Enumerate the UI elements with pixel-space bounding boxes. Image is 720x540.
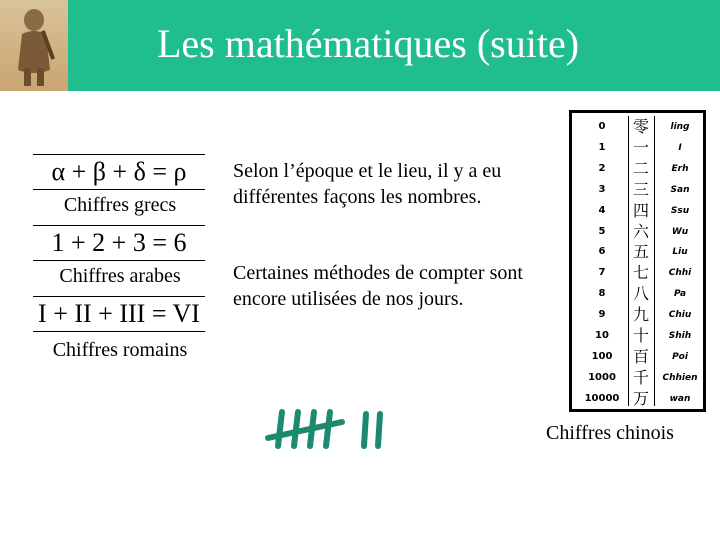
chinese-table-row [576, 389, 699, 409]
chinese-character: 八 [632, 284, 649, 304]
arabic-number: 1000 [588, 371, 616, 383]
chinese-character: 三 [632, 179, 649, 199]
chinese-table-row [576, 242, 699, 262]
arabic-formula: 1 + 2 + 3 = 6 [33, 225, 205, 261]
pinyin-name: Liu [672, 247, 688, 258]
pinyin-name: Chhien [662, 372, 698, 383]
chinese-character: 六 [632, 221, 649, 241]
arabic-number: 8 [598, 288, 606, 300]
arabic-number: 4 [598, 204, 606, 216]
chinese-table-row [576, 305, 699, 325]
arabic-number: 6 [598, 246, 606, 258]
chinese-character: 五 [632, 242, 649, 262]
pinyin-name: Chiu [668, 310, 692, 321]
caveman-logo [0, 0, 68, 91]
chinese-table-row [576, 159, 699, 179]
chinese-table-row [576, 263, 699, 283]
page-title: Les mathématiques (suite) [156, 21, 580, 66]
arabic-number: 5 [598, 225, 606, 237]
arabic-number: 1 [598, 141, 606, 153]
arabic-number: 9 [598, 309, 606, 321]
chinese-table-row [576, 138, 699, 158]
chinese-table-row [576, 368, 699, 388]
chinese-table-row [576, 326, 699, 346]
tally-marks [262, 404, 392, 454]
roman-caption: Chiffres romains [52, 339, 188, 361]
chinese-character: 零 [632, 117, 649, 136]
pinyin-name: Erh [671, 163, 689, 174]
chinese-table-row [576, 222, 699, 242]
arabic-number: 7 [598, 267, 606, 279]
chinese-table-row [576, 284, 699, 304]
chinese-caption: Chiffres chinois [546, 422, 674, 444]
arabic-number: 3 [598, 183, 606, 195]
chinese-table-row [576, 180, 699, 200]
arabic-number: 10000 [584, 392, 620, 404]
greek-caption: Chiffres grecs [63, 194, 177, 216]
roman-formula: I + II + III = VI [33, 296, 205, 332]
pinyin-name: ling [670, 122, 690, 132]
arabic-number: 100 [591, 350, 613, 362]
paragraph-2: Certaines méthodes de compter sont encore utilisées de nos jours. [233, 262, 523, 310]
chinese-table-row [576, 117, 699, 137]
chinese-table-row [576, 347, 699, 367]
chinese-character: 百 [632, 346, 649, 366]
chinese-character: 十 [632, 326, 649, 345]
chinese-numerals-table [569, 110, 706, 412]
chinese-character: 一 [632, 137, 649, 157]
chinese-character: 二 [632, 158, 649, 178]
chinese-character: 四 [632, 200, 649, 220]
pinyin-name: Pa [673, 289, 687, 300]
paragraph-1: Selon l’époque et le lieu, il y a eu différentes façons les nombres. [233, 160, 502, 208]
pinyin-name: San [670, 184, 690, 195]
pinyin-name: Wu [671, 226, 689, 237]
arabic-caption: Chiffres arabes [59, 265, 181, 287]
pinyin-name: Ssu [670, 205, 690, 216]
chinese-character: 七 [632, 263, 649, 283]
pinyin-name: Poi [672, 351, 688, 362]
pinyin-name: Shih [668, 331, 692, 341]
chinese-table-row [576, 201, 699, 221]
chinese-character: 万 [632, 388, 649, 408]
title-bar [0, 0, 720, 91]
arabic-number: 2 [598, 162, 606, 174]
pinyin-name: Chhi [668, 268, 692, 279]
arabic-number: 0 [598, 121, 606, 132]
greek-formula: α + β + δ = ρ [33, 154, 205, 190]
chinese-character: 九 [632, 305, 649, 325]
pinyin-name: I [678, 142, 682, 153]
pinyin-name: wan [669, 393, 691, 404]
chinese-character: 千 [632, 367, 649, 387]
arabic-number: 10 [595, 330, 609, 341]
